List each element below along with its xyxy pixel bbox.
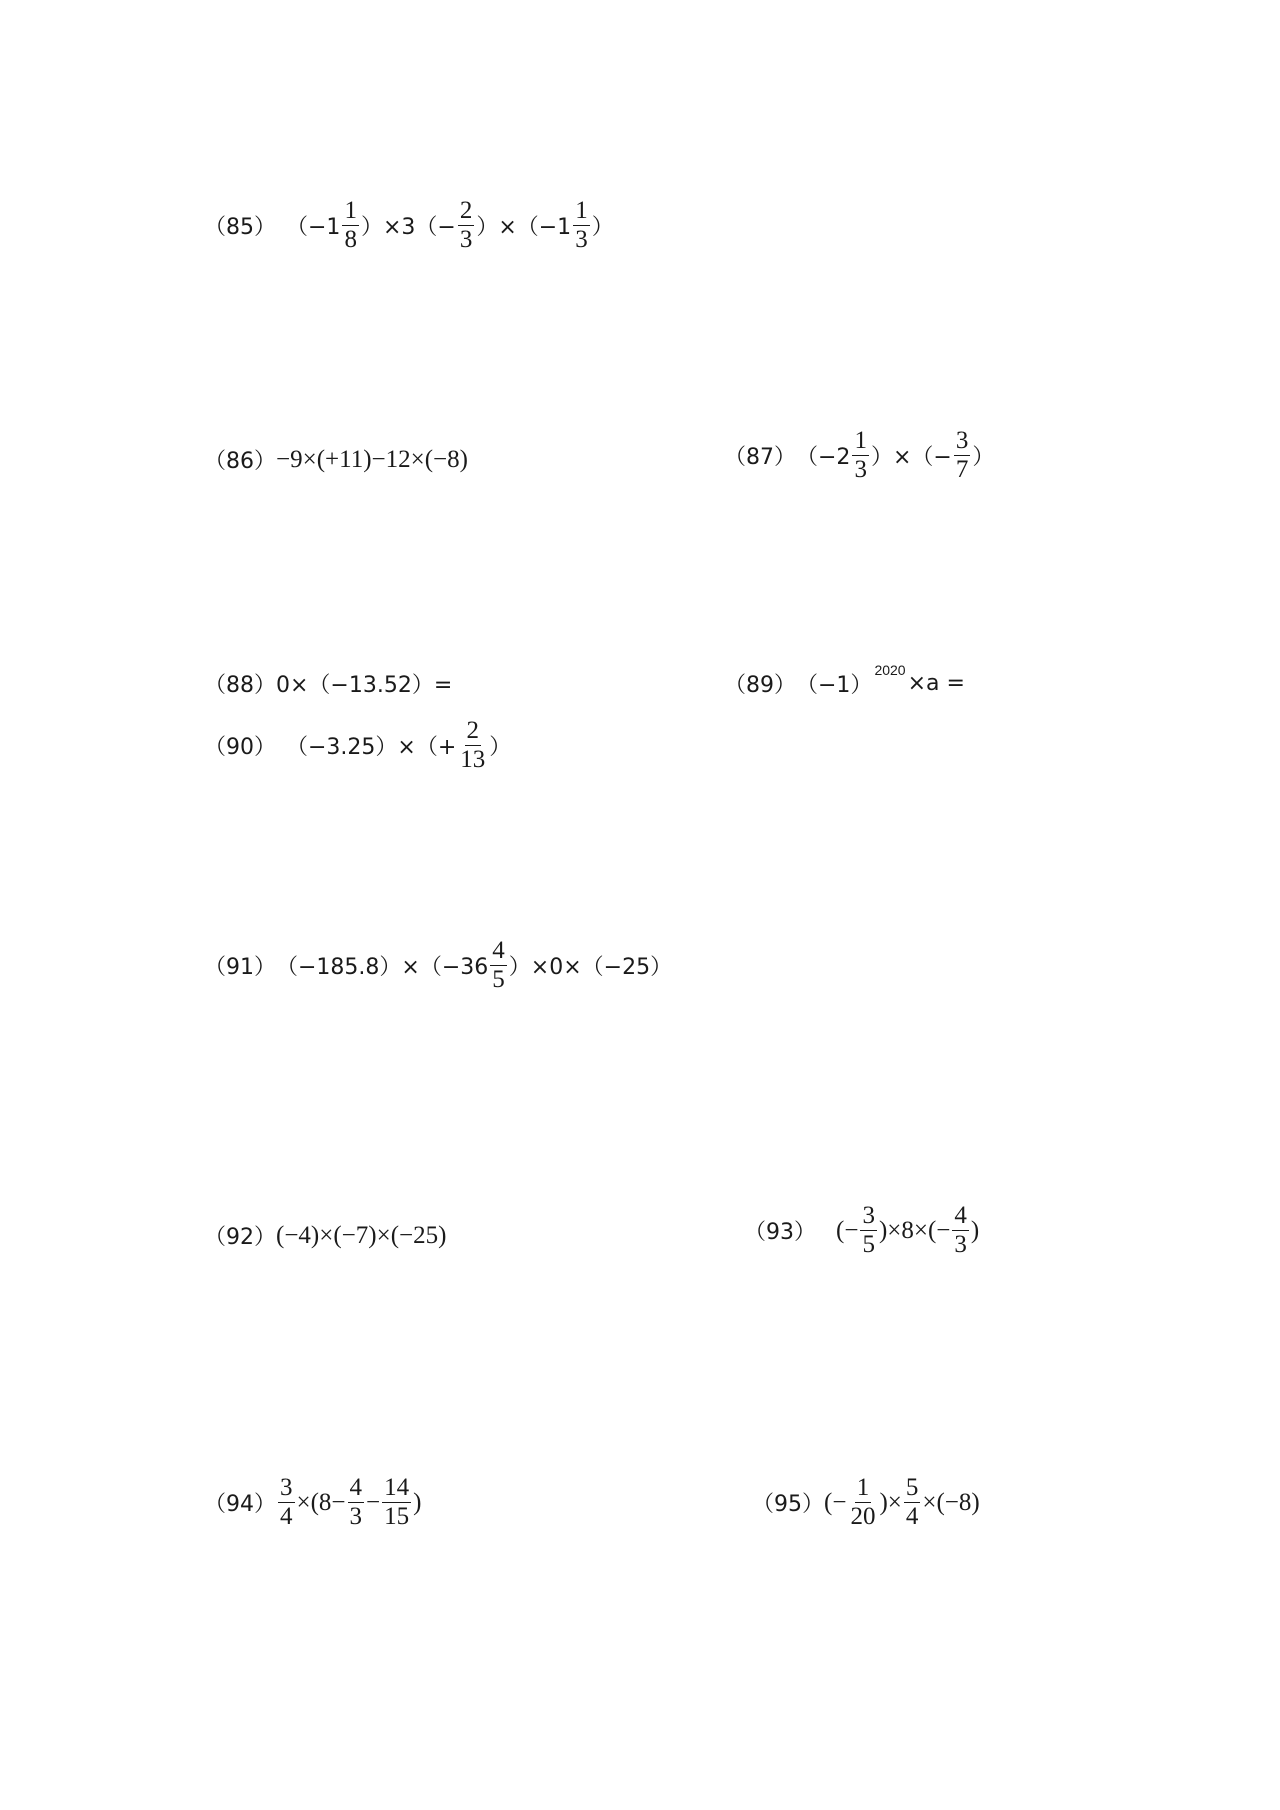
denominator: 3 [349, 1503, 363, 1531]
problem-label: （85） [204, 215, 276, 241]
fraction [278, 1475, 295, 1531]
fraction [860, 1203, 877, 1259]
expr-part: ×(8− [296, 1488, 346, 1516]
expression: −9×(+11)−12×(−8) [276, 445, 468, 473]
fraction [952, 1203, 969, 1259]
problem-label: （89） [724, 673, 796, 698]
numerator: 4 [952, 1203, 969, 1231]
expr-part: (− [836, 1216, 859, 1244]
problem-label: （93） [744, 1220, 816, 1246]
fraction [848, 1475, 877, 1531]
denominator: 15 [384, 1503, 410, 1531]
expr-part: ) [413, 1488, 422, 1516]
fraction [342, 198, 359, 254]
problem-label: （90） [204, 735, 276, 761]
expr-part: ） [972, 445, 995, 471]
problem-87 [724, 428, 994, 484]
problem-86 [204, 444, 468, 475]
fraction [852, 428, 869, 484]
expr-part: ×a = [907, 671, 965, 696]
fraction [458, 198, 475, 254]
expr-part: （−1 [286, 215, 341, 241]
numerator: 3 [954, 428, 971, 456]
expr-part: ×(−8) [922, 1488, 980, 1516]
denominator: 5 [492, 966, 505, 994]
expr-part: − [366, 1488, 381, 1516]
expr-part: )×8×(− [878, 1216, 951, 1244]
problem-85 [204, 198, 614, 254]
problem-label: （87） [724, 445, 796, 471]
exponent: 2020 [874, 661, 906, 678]
denominator: 8 [344, 226, 357, 254]
expr-part: ）×（−1 [476, 215, 572, 241]
expr-part: (− [824, 1488, 847, 1516]
expr-part: （−2 [796, 445, 851, 471]
numerator: 14 [382, 1475, 411, 1503]
expr-part: ） [591, 215, 614, 241]
numerator: 3 [860, 1203, 877, 1231]
problem-88 [204, 668, 452, 699]
expr-part: )× [879, 1488, 902, 1516]
numerator: 1 [852, 428, 869, 456]
numerator: 2 [458, 198, 475, 226]
problem-90 [204, 718, 511, 774]
denominator: 7 [955, 456, 969, 484]
numerator: 1 [573, 198, 590, 226]
numerator: 1 [342, 198, 359, 226]
expression: (−4)×(−7)×(−25) [276, 1221, 447, 1249]
denominator: 3 [575, 226, 588, 254]
problem-95 [752, 1475, 980, 1531]
problem-label: （92） [204, 1225, 276, 1250]
fraction [382, 1475, 411, 1531]
expr-part: ）×3（− [360, 215, 456, 241]
denominator: 13 [460, 746, 486, 774]
fraction [458, 718, 487, 774]
expr-part: ）×0×（−25） [508, 955, 673, 981]
denominator: 4 [280, 1503, 293, 1531]
problem-94 [204, 1475, 421, 1531]
numerator: 2 [465, 718, 482, 746]
numerator: 1 [855, 1475, 872, 1503]
denominator: 20 [850, 1503, 876, 1531]
problem-93 [744, 1203, 979, 1259]
problem-89 [724, 661, 965, 699]
denominator: 5 [862, 1231, 875, 1259]
expression: 0×（−13.52）= [276, 673, 453, 698]
numerator: 5 [904, 1475, 921, 1503]
problem-label: （91） [204, 955, 276, 981]
expr-part: （−1） [796, 673, 873, 698]
denominator: 3 [459, 226, 473, 254]
problem-label: （94） [204, 1492, 276, 1518]
problem-label: （86） [204, 449, 276, 474]
expr-part: （−3.25）×（+ [286, 735, 457, 761]
expr-part: ）×（− [870, 445, 952, 471]
problem-label: （95） [752, 1492, 824, 1518]
denominator: 3 [954, 1231, 967, 1259]
numerator: 4 [348, 1475, 365, 1503]
fraction [954, 428, 971, 484]
fraction [348, 1475, 365, 1531]
numerator: 3 [278, 1475, 295, 1503]
fraction [904, 1475, 921, 1531]
denominator: 3 [854, 456, 867, 484]
problem-label: （88） [204, 673, 276, 698]
numerator: 4 [490, 938, 507, 966]
expr-part: （−185.8）×（−36 [276, 955, 489, 981]
fraction [490, 938, 507, 994]
expr-part: ) [970, 1216, 980, 1244]
expr-part: ） [489, 735, 512, 761]
fraction [573, 198, 590, 254]
denominator: 4 [905, 1503, 919, 1531]
problem-92 [204, 1220, 446, 1251]
problem-91 [204, 938, 672, 994]
